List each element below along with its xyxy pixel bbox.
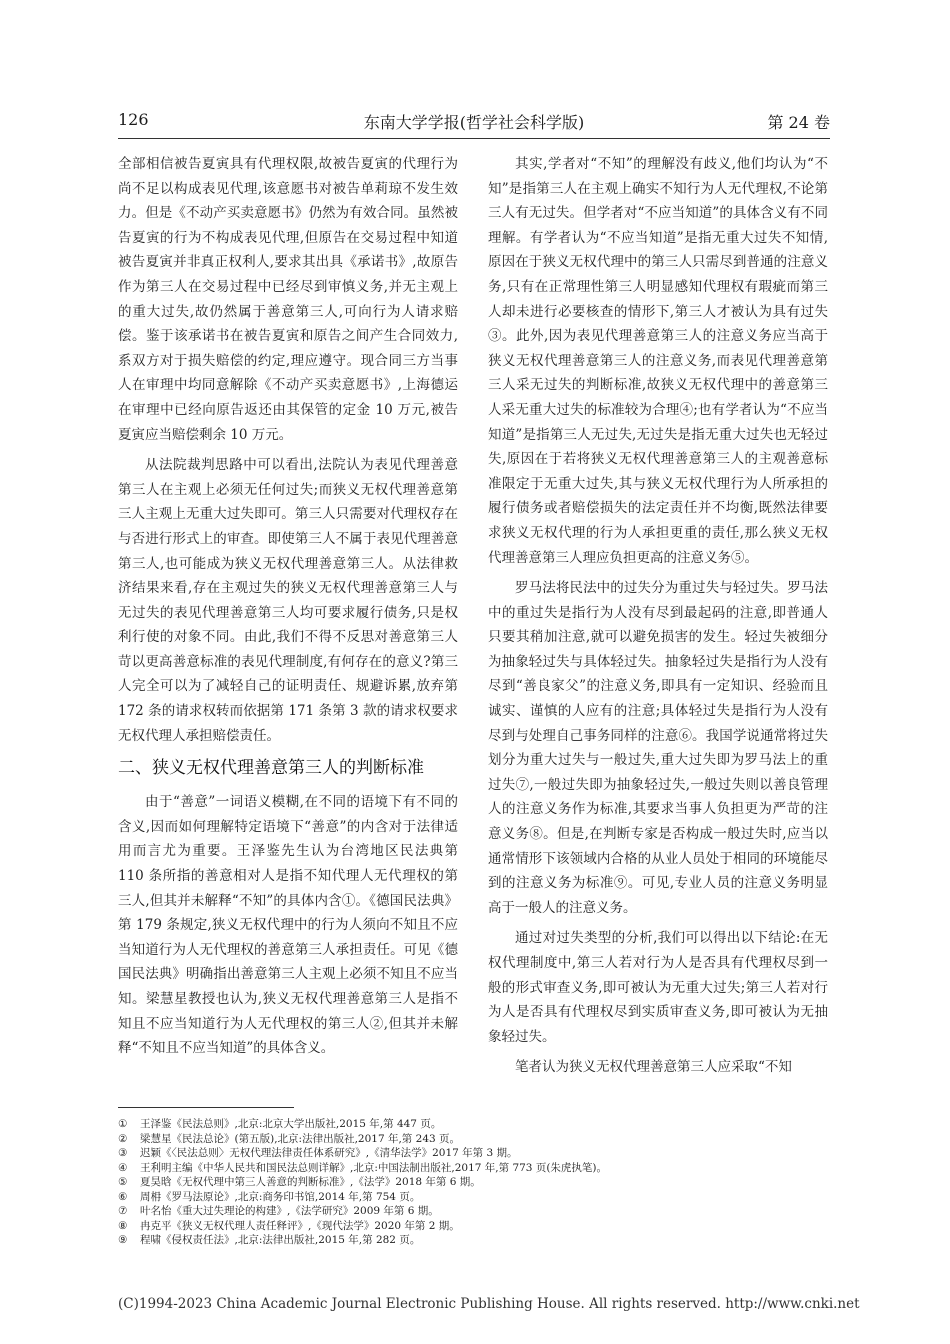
header-divider	[118, 138, 830, 139]
footnotes	[118, 1117, 830, 1248]
page-number: 126	[118, 110, 149, 129]
running-header	[118, 110, 830, 140]
footnote: ③ 迟颖《〈民法总则〉无权代理法律责任体系研究》,《清华法学》2017 年第 3 期。	[118, 1147, 518, 1159]
paragraph: 通过对过失类型的分析,我们可以得出以下结论:在无权代理制度中,第三人若对行为人是否具有代理权尽到一般的形式审查义务,即可被认为无重大过失;第三人若对行为人是否具有代理权尽到实质审查义务,即可被认为无抽象轻过失。	[488, 930, 828, 1045]
right-column	[488, 152, 828, 1086]
paragraph: 全部相信被告夏寅具有代理权限,故被告夏寅的代理行为尚不足以构成表见代理,该意愿书对被告单莉琼不发生效力。但是《不动产买卖意愿书》仍然为有效合同。虽然被告夏寅的行为不构成表见代理,但原告在交易过程中知道被告夏寅并非真正权利人,要求其出具《承诺书》,故原告作为第三人在交易过程中已经尽到审慎义务,并无主观上的重大过失,故仍然属于善意第三人,可向行为人请求赔偿。鉴于该承诺书在被告夏寅和原告之间产生合同效力,系双方对于损失赔偿的约定,理应遵守。现合同三方当事人在审理中均同意解除《不动产买卖意愿书》,上海德运在审理中已经向原告返还由其保管的定金 10 万元,被告夏寅应当赔偿剩余 10 万元。	[118, 156, 458, 443]
footnote: ⑨ 程啸《侵权责任法》,北京:法律出版社,2015 年,第 282 页。	[118, 1234, 421, 1246]
paragraph: 罗马法将民法中的过失分为重过失与轻过失。罗马法中的重过失是指行为人没有尽到最起码的注意,即普通人只要其稍加注意,就可以避免损害的发生。轻过失被细分为抽象轻过失与具体轻过失。抽象轻过失是指行为人没有尽到“善良家父”的注意义务,即具有一定知识、经验而且诚实、谨慎的人应有的注意;具体轻过失是指行为人没有尽到与处理自己事务同样的注意⑥。我国学说通常将过失划分为重大过失与一般过失,重大过失即为罗马法上的重过失⑦,一般过失即为抽象轻过失,一般过失则以善良管理人的注意义务作为标准,其要求当事人负担更为严苛的注意义务⑧。但是,在判断专家是否构成一般过失时,应当以通常情形下该领域内合格的从业人员处于相同的环境能尽到的注意义务为标准⑨。可见,专业人员的注意义务明显高于一般人的注意义务。	[488, 580, 828, 916]
footnote: ⑤ 夏昊晗《无权代理中第三人善意的判断标准》,《法学》2018 年第 6 期。	[118, 1176, 481, 1188]
journal-title: 东南大学学报(哲学社会科学版)	[363, 113, 585, 132]
footnote: ④ 王利明主编《中华人民共和国民法总则详解》,北京:中国法制出版社,2017 年,第 773 页(朱虎执笔)。	[118, 1161, 608, 1174]
footnote-divider	[118, 1107, 294, 1108]
paragraph: 其实,学者对“不知”的理解没有歧义,他们均认为“不知”是指第三人在主观上确实不知行为人无代理权,不论第三人有无过失。但学者对“不应当知道”的具体含义有不同理解。有学者认为“不应当知道”是指无重大过失不知情,原因在于狭义无权代理中的第三人只需尽到普通的注意义务,只有在正常理性第三人明显感知代理权有瑕疵而第三人却未进行必要核查的情形下,第三人才被认为具有过失③。此外,因为表见代理善意第三人的注意义务应当高于狭义无权代理善意第三人的注意义务,而表见代理善意第三人采无过失的判断标准,故狭义无权代理中的善意第三人采无重大过失的标准较为合理④;也有学者认为“不应当知道”是指第三人无过失,无过失是指无重大过失也无轻过失,原因在于若将狭义无权代理善意第三人的主观善意标准限定于无重大过失,其与狭义无权代理行为人所承担的履行债务或者赔偿损失的法定责任并不均衡,既然法律要求狭义无权代理的行为人承担更重的责任,那么狭义无权代理善意第三人理应负担更高的注意义务⑤。	[488, 156, 828, 566]
left-column	[118, 152, 458, 1067]
paragraph: 笔者认为狭义无权代理善意第三人应采取“不知	[515, 1059, 792, 1076]
footnote: ⑥ 周枏《罗马法原论》,北京:商务印书馆,2014 年,第 754 页。	[118, 1190, 421, 1203]
footnote: ⑦ 叶名怡《重大过失理论的构建》,《法学研究》2009 年第 6 期。	[118, 1205, 439, 1217]
footnote: ② 梁慧星《民法总论》(第五版),北京:法律出版社,2017 年,第 243 页。	[118, 1132, 461, 1145]
footnote: ⑧ 冉克平《狭义无权代理人责任释评》,《现代法学》2020 年第 2 期。	[118, 1219, 460, 1232]
footnote: ① 王泽鉴《民法总则》,北京:北京大学出版社,2015 年,第 447 页。	[118, 1118, 442, 1130]
paragraph: 由于“善意”一词语义模糊,在不同的语境下有不同的含义,因而如何理解特定语境下“善意”的内含对于法律适用而言尤为重要。王泽鉴先生认为台湾地区民法典第 110 条所指的善意相对人是指不知代理人无代理权的第三人,但其并未解释“不知”的具体内含①。《德国民法典》第 179 条规定,狭义无权代理中的行为人须向不知且不应当知道行为人无代理权的善意第三人承担责任。可见《德国民法典》明确指出善意第三人主观上必须不知且不应当知。梁慧星教授也认为,狭义无权代理善意第三人是指不知且不应当知道行为人无代理权的第三人②,但其并未解释“不知且不应当知道”的具体含义。	[118, 794, 458, 1057]
section-heading: 二、狭义无权代理善意第三人的判断标准	[118, 758, 424, 779]
volume-label: 第 24 卷	[767, 113, 830, 132]
paragraph: 从法院裁判思路中可以看出,法院认为表见代理善意第三人在主观上必须无任何过失;而狭义无权代理善意第三人主观上无重大过失即可。第三人只需要对代理权存在与否进行形式上的审查。即使第三人不属于表见代理善意第三人,也可能成为狭义无权代理善意第三人。从法律救济结果来看,存在主观过失的狭义无权代理善意第三人与无过失的表见代理善意第三人均可要求履行债务,只是权利行使的对象不同。由此,我们不得不反思对善意第三人苛以更高善意标准的表见代理制度,有何存在的意义?第三人完全可以为了减轻自己的证明责任、规避诉累,放弃第 172 条的请求权转而依据第 171 条第 3 款的请求权要求无权代理人承担赔偿责任。	[118, 457, 458, 744]
copyright-notice: (C)1994-2023 China Academic Journal Electronic Publishing House. All rights reserved. http://www.cnki.net	[118, 1296, 860, 1312]
